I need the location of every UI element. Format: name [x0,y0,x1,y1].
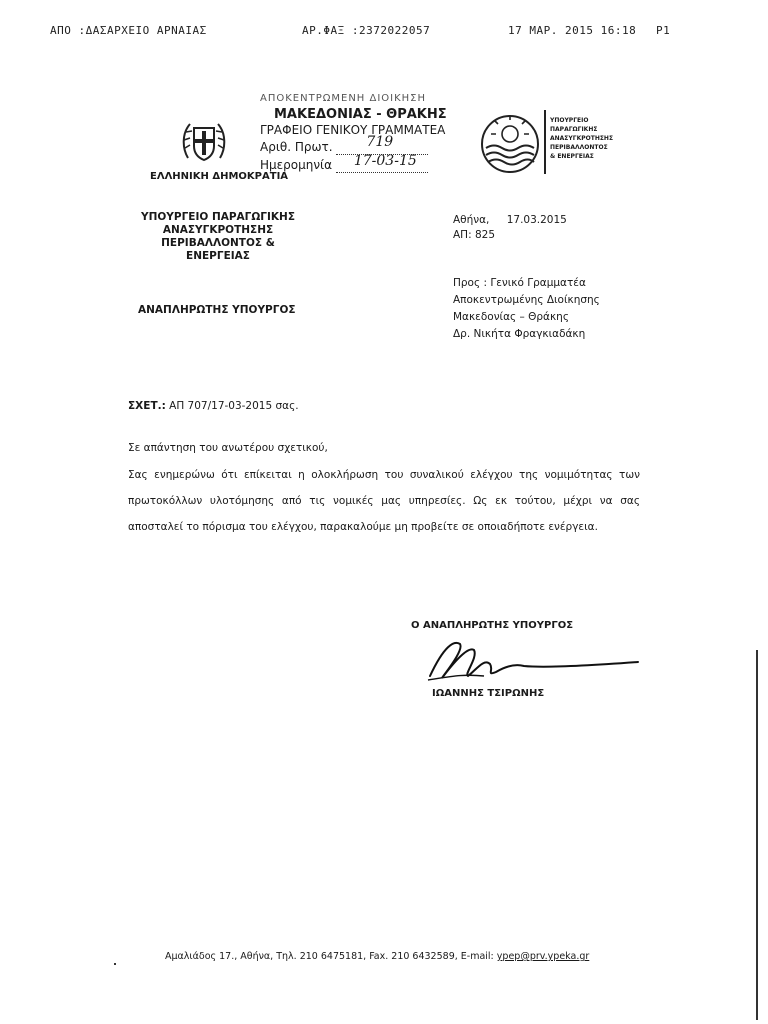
fax-page: P1 [656,24,671,37]
recipient-block: Προς : Γενικό Γραμματέα Αποκεντρωμένης Διοίκησης Μακεδονίας – Θράκης Δρ. Νικήτα Φραγκιαδάκη [453,277,600,340]
signature-title: Ο ΑΝΑΠΛΗΡΩΤΗΣ ΥΠΟΥΡΓΟΣ [411,620,574,631]
fax-sender: ΑΠΟ :ΔΑΣΑΡΧΕΙΟ ΑΡΝΑΙΑΣ [50,24,207,37]
date-block: Αθήνα, 17.03.2015 ΑΠ: 825 [453,214,567,241]
body-paragraph: Σας ενημερώνω ότι επίκειται η ολοκλήρωση του συναλικού ελέγχου της νομιμότητας των πρωτοκόλλων υλοτόμησης από τις νομικές μας υπηρεσίες. Ως εκ τούτου, μέχρι να σας αποσταλεί το πόρισμα του ελέγχου, παρακαλούμε μη προβείτε σε οποιαδήποτε ενέργεια. [128,469,640,533]
stamp-top-line: ΑΠΟΚΕΝΤΡΩΜΕΝΗ ΔΙΟΙΚΗΣΗ [260,93,427,104]
logo-divider [544,110,546,174]
scan-edge-line [756,650,758,1020]
stamp-office: ΓΡΑΦΕΙΟ ΓΕΝΙΚΟΥ ΓΡΑΜΜΑΤΕΑ [260,123,446,137]
stamp-date-field [336,153,428,173]
logo-text: ΥΠΟΥΡΓΕΙΟ ΠΑΡΑΓΩΓΙΚΗΣ ΑΝΑΣΥΓΚΡΟΤΗΣΗΣ ΠΕΡΙΒΑΛΛΟΝΤΟΣ & ΕΝΕΡΓΕΙΑΣ [550,117,614,160]
stamp-region: ΜΑΚΕΔΟΝΙΑΣ - ΘΡΑΚΗΣ [274,107,447,122]
reference-number: ΑΠ: 825 [453,229,495,241]
fax-datetime: 17 ΜΑΡ. 2015 16:18 [508,24,637,37]
footer-contact [165,951,589,962]
footer-email: ypep@prv.ypeka.gr [496,951,590,962]
signatory-name: ΙΩΑΝΝΗΣ ΤΣΙΡΩΝΗΣ [432,688,545,699]
footer-address: Αμαλιάδος 17., Αθήνα, Τηλ. 210 6475181, Fax. 210 6432589, E-mail: [165,951,494,962]
subject-line [128,400,299,412]
greek-emblem-icon [180,118,228,172]
stamp-protocol-value: 719 [366,134,394,150]
body-intro: Σε απάντηση του ανωτέρου σχετικού, [128,442,328,454]
stamp-date-row [260,153,428,173]
stamp-protocol-label: Αριθ. Πρωτ. [260,140,333,154]
ministry-logo-icon [478,110,542,182]
subject-label: ΣΧΕΤ.: [128,400,166,412]
deputy-title: ΑΝΑΠΛΗΡΩΤΗΣ ΥΠΟΥΡΓΟΣ [138,304,296,316]
emblem-caption: ΕΛΛΗΝΙΚΗ ΔΗΜΟΚΡΑΤΙΑ [150,171,289,182]
scan-speck [114,963,116,965]
stamp-date-value: 17-03-15 [353,153,417,169]
fax-number: ΑΡ.ΦΑΞ :2372022057 [302,24,431,37]
stamp-date-label: Ημερομηνία [260,158,333,172]
ministry-block: ΥΠΟΥΡΓΕΙΟ ΠΑΡΑΓΩΓΙΚΗΣ ΑΝΑΣΥΓΚΡΟΤΗΣΗΣ ΠΕΡΙΒΑΛΛΟΝΤΟΣ & ΕΝΕΡΓΕΙΑΣ [140,211,295,262]
subject-text: ΑΠ 707/17-03-2015 σας. [169,400,299,412]
handwritten-signature [424,636,644,690]
